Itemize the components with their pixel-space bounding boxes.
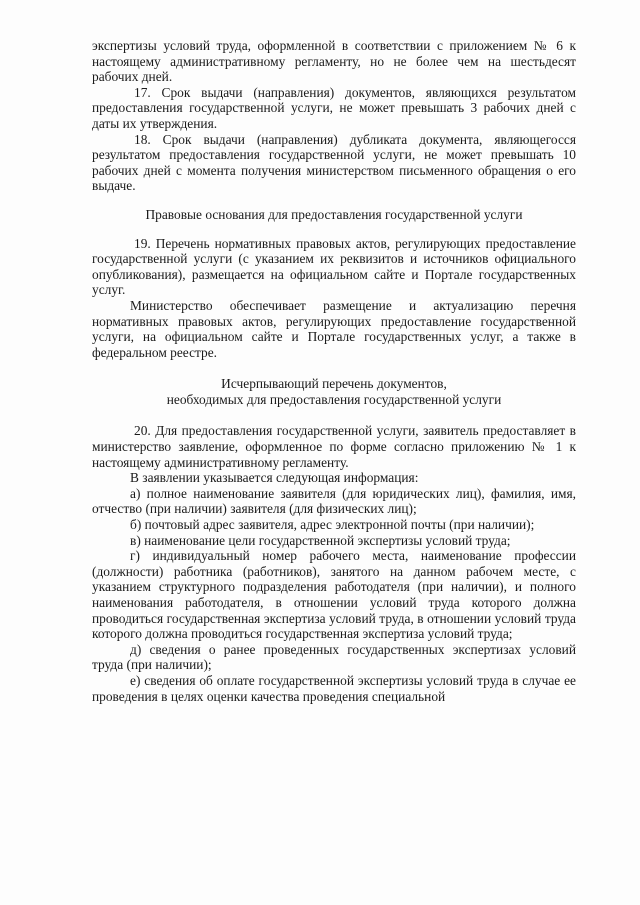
paragraph-19-continued: Министерство обеспечивает размещение и актуализацию перечня нормативных правовых актов, регулирующих предоставление государственной услуги, на официальном сайте и Портале государственных услуг, а также в федеральном реестре. xyxy=(92,297,576,360)
section-heading-legal-basis: Правовые основания для предоставления государственной услуги xyxy=(145,206,523,222)
paragraph-17: 17. Срок выдачи (направления) документов, являющихся результатом предоставления государственной услуги, не может превышать 3 рабочих дней с даты их утверждения. xyxy=(92,84,576,131)
list-item-e: е) сведения об оплате государственной экспертизы условий труда в случае ее проведения в целях оценки качества проведения специальной xyxy=(92,672,576,704)
paragraph-continuation: экспертизы условий труда, оформленной в соответствии с приложением № 6 к настоящему административному регламенту, но не более чем на шестьдесят рабочих дней. xyxy=(92,38,576,85)
paragraph-19: 19. Перечень нормативных правовых актов, регулирующих предоставление государственной услуги (с указанием их реквизитов и источников официального опубликования), размещается на официальном сайте и Портале государственных услуг. xyxy=(92,235,576,298)
paragraph-20: 20. Для предоставления государственной услуги, заявитель предоставляет в министерство заявление, оформленное по форме согласно приложению № 1 к настоящему административному регламенту. xyxy=(92,423,576,470)
list-item-d: д) сведения о ранее проведенных государственных экспертизах условий труда (при наличии); xyxy=(92,641,576,673)
list-item-g: г) индивидуальный номер рабочего места, наименование профессии (должности) работника (работников), занятого на данном рабочем месте, с указанием структурного подразделения работодателя (при наличии), и полного наименования работодателя, в отношении условий труда которого должна проводиться государственная экспертиза условий труда, в отношении условий труда которого должна проводиться государственная экспертиза условий труда; xyxy=(92,548,576,642)
list-item-a: а) полное наименование заявителя (для юридических лиц), фамилия, имя, отчество (при наличии) заявителя (для физических лиц); xyxy=(92,485,576,517)
paragraph-18: 18. Срок выдачи (направления) дубликата документа, являющегосся результатом предоставления государственной услуги, не может превышать 10 рабочих дней с момента получения министерством письменного обращения о его выдаче. xyxy=(92,131,576,194)
list-item-v: в) наименование цели государственной экспертизы условий труда; xyxy=(130,532,511,548)
paragraph-20-intro: В заявлении указывается следующая информация: xyxy=(130,470,419,486)
section-heading-documents-line-1: Исчерпывающий перечень документов, xyxy=(221,376,447,392)
section-heading-documents-line-2: необходимых для предоставления государственной услуги xyxy=(166,391,502,407)
list-item-b: б) почтовый адрес заявителя, адрес электронной почты (при наличии); xyxy=(130,517,535,533)
document-body xyxy=(92,38,576,704)
